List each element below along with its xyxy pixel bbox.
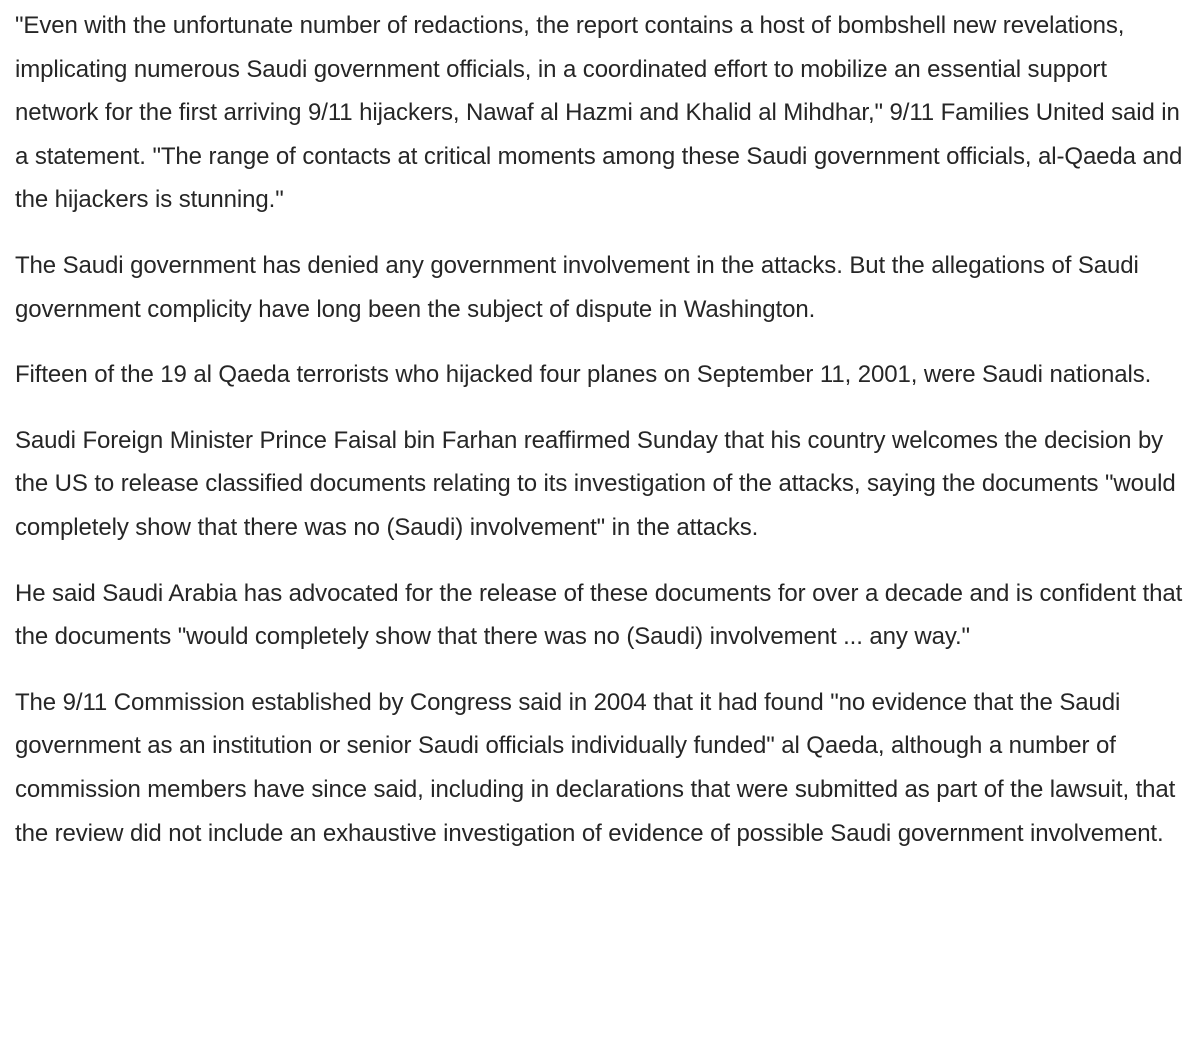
paragraph-commission-findings: The 9/11 Commission established by Congress said in 2004 that it had found "no evidence that the Saudi government as an institution or senior Saudi officials individually funded" al Qaeda, although a number of commission members have since said, including in declarations that were submitted as part of the lawsuit, that the review did not include an exhaustive investigation of evidence of possible Saudi government involvement.	[15, 688, 1176, 847]
article-body	[15, 4, 1190, 855]
paragraph-advocated-release: He said Saudi Arabia has advocated for the release of these documents for over a decade and is confident that the documents "would completely show that there was no (Saudi) involvement ... any way."	[15, 579, 1183, 651]
paragraph-families-statement: "Even with the unfortunate number of redactions, the report contains a host of bombshell new revelations, implicating numerous Saudi government officials, in a coordinated effort to mobilize an essential support network for the first arriving 9/11 hijackers, Nawaf al Hazmi and Khalid al Mihdhar," 9/11 Families United said in a statement. "The range of contacts at critical moments among these Saudi government officials, al-Qaeda and the hijackers is stunning."	[15, 12, 1183, 214]
paragraph-foreign-minister: Saudi Foreign Minister Prince Faisal bin Farhan reaffirmed Sunday that his country welcomes the decision by the US to release classified documents relating to its investigation of the attacks, saying the documents "would completely show that there was no (Saudi) involvement" in the attacks.	[15, 426, 1176, 541]
paragraph-saudi-nationals: Fifteen of the 19 al Qaeda terrorists who hijacked four planes on September 11, 2001, were Saudi nationals.	[15, 361, 1152, 389]
paragraph-saudi-denial: The Saudi government has denied any government involvement in the attacks. But the allegations of Saudi government complicity have long been the subject of dispute in Washington.	[15, 251, 1139, 323]
